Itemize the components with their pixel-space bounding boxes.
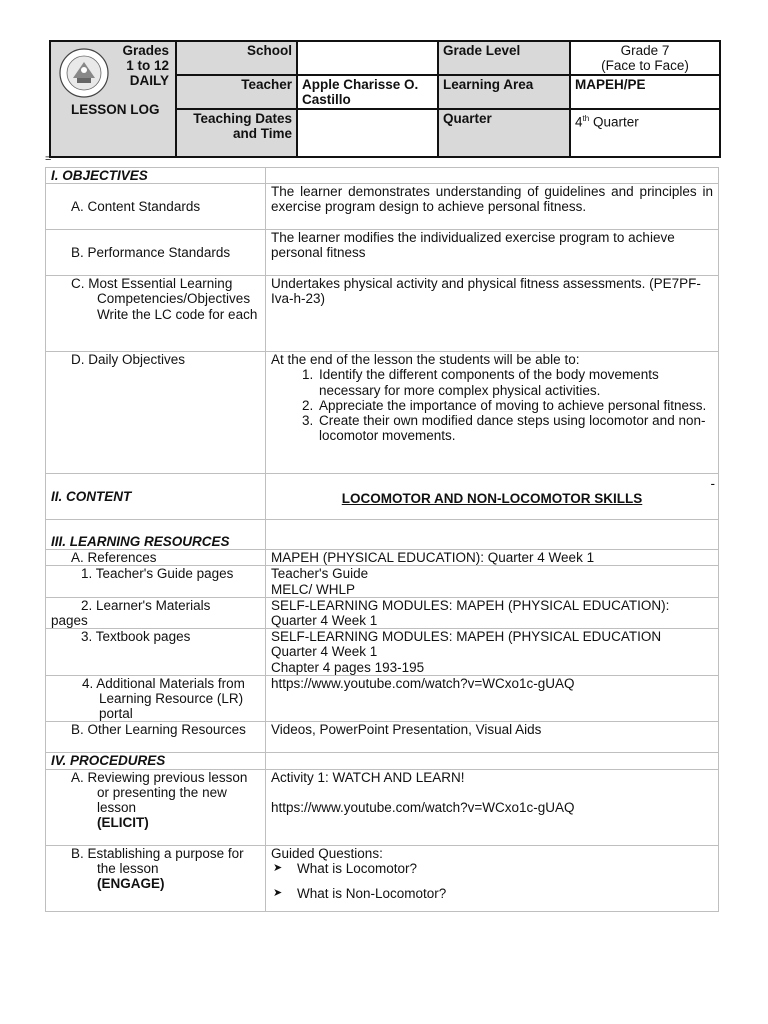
additional-materials-label: 4. Additional Materials from Learning Resource (LR) portal xyxy=(46,675,266,722)
references-label: A. References xyxy=(46,550,266,566)
lesson-log-title: LESSON LOG xyxy=(71,102,160,117)
melc-value: Undertakes physical activity and physical fitness assessments. (PE7PF-Iva-h-23) xyxy=(266,276,719,352)
additional-materials-link[interactable]: https://www.youtube.com/watch?v=WCxo1c-gUAQ xyxy=(266,675,719,722)
procedures-heading: IV. PROCEDURES xyxy=(46,753,266,769)
procedure-a-link[interactable]: https://www.youtube.com/watch?v=WCxo1c-gUAQ xyxy=(271,799,575,815)
performance-standards-value: The learner modifies the individualized exercise program to achieve personal fitness xyxy=(266,230,719,276)
teacher-label: Teacher xyxy=(176,75,297,109)
arrow-bullet-icon: ➤ xyxy=(273,861,283,874)
objectives-heading: I. OBJECTIVES xyxy=(46,168,266,184)
grade-level-value: Grade 7 (Face to Face) xyxy=(570,41,720,75)
quarter-label: Quarter xyxy=(438,109,570,157)
performance-standards-label: B. Performance Standards xyxy=(46,230,266,276)
teacher-value: Apple Charisse O. Castillo xyxy=(297,75,438,109)
teachers-guide-label: 1. Teacher's Guide pages xyxy=(46,566,266,597)
list-item: ➤ What is Non-Locomotor? xyxy=(273,886,447,902)
teaching-dates-label: Teaching Dates and Time xyxy=(176,109,297,157)
stray-mark: = xyxy=(45,153,52,165)
learning-area-value: MAPEH/PE xyxy=(570,75,720,109)
procedure-a-value: Activity 1: WATCH AND LEARN! https://www.youtube.com/watch?v=WCxo1c-gUAQ xyxy=(266,769,719,845)
lesson-table xyxy=(45,167,719,912)
learners-materials-label: 2. Learner's Materials pages xyxy=(46,597,266,628)
daily-objectives-list xyxy=(271,367,713,443)
teaching-dates-value xyxy=(297,109,438,157)
arrow-bullet-icon: ➤ xyxy=(273,887,283,900)
list-item: 2. Appreciate the importance of moving to achieve personal fitness. xyxy=(317,398,713,413)
logo-cell xyxy=(50,41,176,157)
deped-seal-icon xyxy=(59,48,109,98)
learning-resources-heading: III. LEARNING RESOURCES xyxy=(46,520,266,550)
list-item: 1. Identify the different components of the body movements necessary for more complex physical activities. xyxy=(317,367,713,397)
quarter-value: 4th Quarter xyxy=(570,109,720,157)
daily-objectives-value: At the end of the lesson the students will be able to: 1. Identify the different components of the body movements necessary for more complex physical activities. 2. Appreciate the importance of moving to achieve personal fitness. 3. Create their own modified dance steps using locomotor and non-locomotor movements. xyxy=(266,352,719,474)
references-value: MAPEH (PHYSICAL EDUCATION): Quarter 4 Week 1 xyxy=(266,550,719,566)
melc-label: C. Most Essential Learning Competencies/Objectives Write the LC code for each xyxy=(46,276,266,352)
list-item: 3. Create their own modified dance steps using locomotor and non-locomotor movements. xyxy=(317,413,713,443)
learners-materials-value: SELF-LEARNING MODULES: MAPEH (PHYSICAL EDUCATION): Quarter 4 Week 1 xyxy=(266,597,719,628)
daily-objectives-label: D. Daily Objectives xyxy=(46,352,266,474)
procedure-b-label: B. Establishing a purpose for the lesson (ENGAGE) xyxy=(46,845,266,911)
other-resources-value: Videos, PowerPoint Presentation, Visual Aids xyxy=(266,722,719,753)
content-heading: II. CONTENT xyxy=(46,474,266,520)
content-standards-label: A. Content Standards xyxy=(46,184,266,230)
header-table xyxy=(49,40,721,158)
learning-area-label: Learning Area xyxy=(438,75,570,109)
procedure-a-label: A. Reviewing previous lesson or presenting the new lesson (ELICIT) xyxy=(46,769,266,845)
school-value xyxy=(297,41,438,75)
guided-questions-list xyxy=(271,861,713,901)
content-standards-value: The learner demonstrates understanding of guidelines and principles in exercise program design to achieve personal fitness. xyxy=(266,184,719,230)
logo-heading: Grades 1 to 12 DAILY xyxy=(122,43,169,88)
textbook-label: 3. Textbook pages xyxy=(46,629,266,676)
procedure-b-value: Guided Questions: ➤ What is Locomotor? ➤ What is Non-Locomotor? xyxy=(266,845,719,911)
other-resources-label: B. Other Learning Resources xyxy=(46,722,266,753)
list-item: ➤ What is Locomotor? xyxy=(273,860,418,876)
textbook-value: SELF-LEARNING MODULES: MAPEH (PHYSICAL EDUCATION Quarter 4 Week 1 Chapter 4 pages 193-195 xyxy=(266,629,719,676)
teachers-guide-value: Teacher's Guide MELC/ WHLP xyxy=(266,566,719,597)
content-topic: - LOCOMOTOR AND NON-LOCOMOTOR SKILLS xyxy=(266,474,719,520)
school-label: School xyxy=(176,41,297,75)
grade-level-label: Grade Level xyxy=(438,41,570,75)
